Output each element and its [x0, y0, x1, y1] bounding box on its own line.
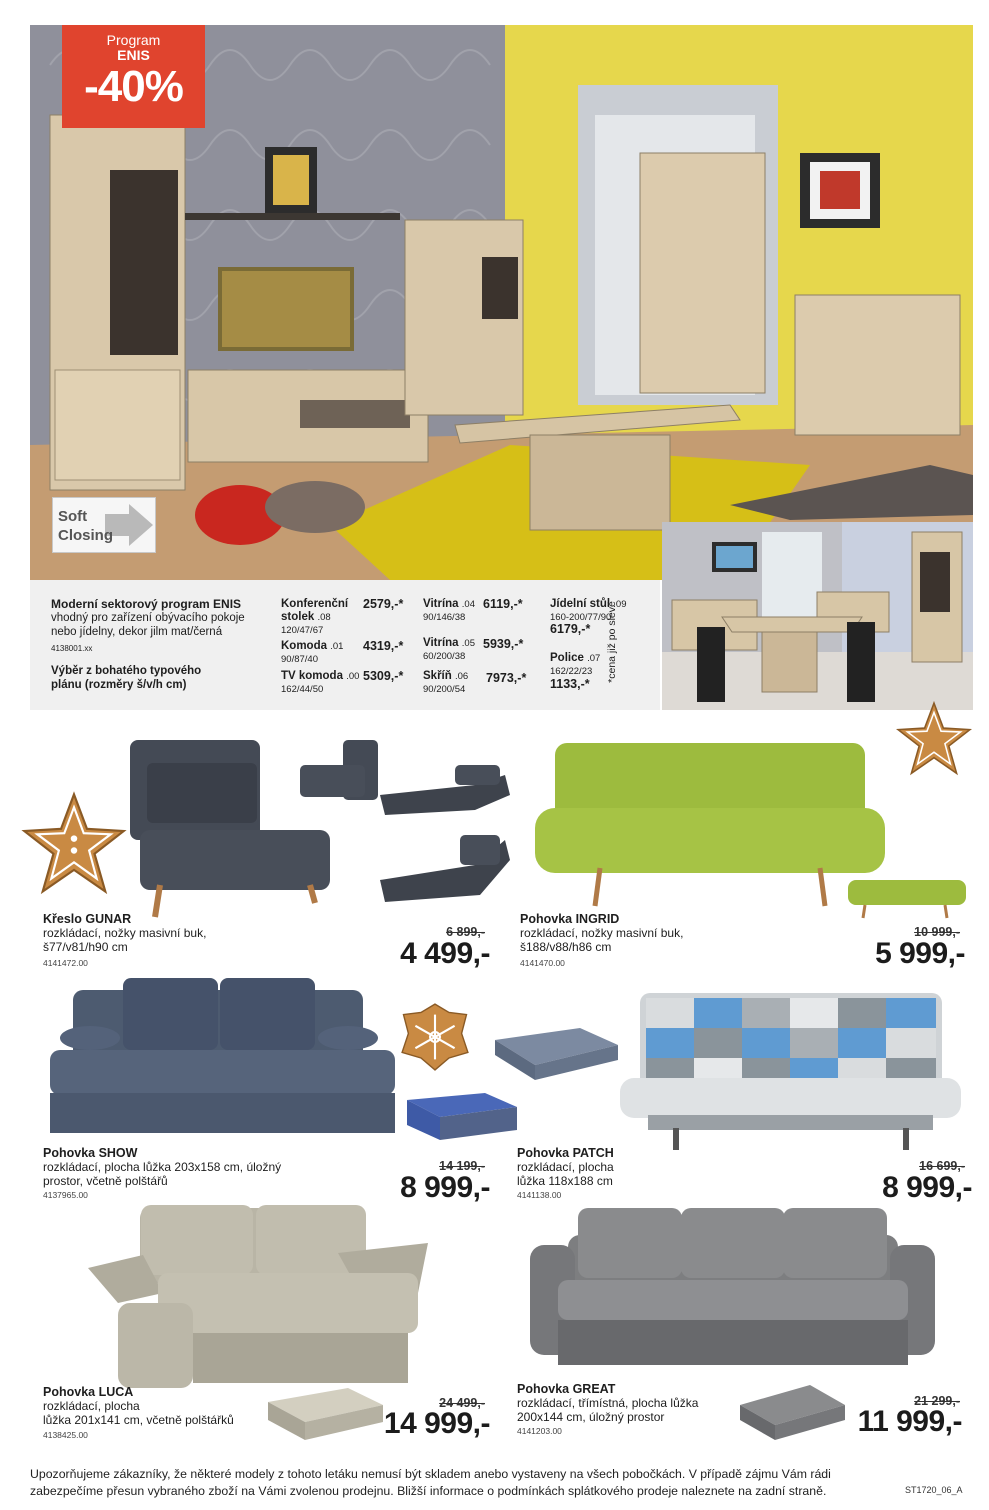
promo-program: Program	[106, 32, 161, 48]
price-note-text: *cena již po slevě	[606, 601, 618, 683]
old-price: 14 199,-	[439, 1159, 485, 1173]
gingerbread-snowflake-icon	[400, 1002, 470, 1072]
product-name: Pohovka INGRID	[520, 912, 620, 926]
item-dims: 90/146/38	[423, 612, 466, 623]
product-desc: lůžka 118x188 cm	[517, 1174, 613, 1188]
item-dims: 60/200/38	[423, 651, 466, 662]
enis-desc-1: vhodný pro zařízení obývacího pokoje	[51, 612, 245, 624]
product-name: Pohovka LUCA	[43, 1385, 134, 1399]
product-desc: 200x144 cm, úložný prostor	[517, 1410, 665, 1424]
item-price: 7973,-*	[486, 671, 527, 685]
new-price: 5 999,-	[875, 937, 965, 970]
new-price: 8 999,-	[882, 1171, 972, 1204]
item-price: 1133,-*	[550, 677, 590, 691]
item-name: Jídelní stůl .09	[550, 598, 627, 610]
new-price: 14 999,-	[383, 1407, 490, 1440]
promo-name: ENIS	[117, 47, 150, 63]
item-dims: 162/44/50	[281, 684, 324, 695]
soft-closing-line1: Soft	[58, 508, 88, 525]
new-price: 11 999,-	[857, 1405, 962, 1438]
item-name: Vitrína .05	[423, 637, 475, 649]
armchair-bed-view-image	[375, 830, 515, 910]
sofa-patch-image	[618, 990, 963, 1155]
sofa-great-image	[528, 1205, 938, 1385]
enis-info-panel	[30, 580, 660, 710]
sofa-luca-image	[88, 1203, 433, 1398]
product-desc: rozkládací, plocha	[43, 1399, 140, 1413]
product-desc: rozkládací, nožky masivní buk,	[520, 926, 684, 940]
item-price: 2579,-*	[363, 597, 404, 611]
new-price: 8 999,-	[400, 1171, 490, 1204]
enis-title: Moderní sektorový program ENIS	[51, 597, 242, 611]
old-price: 24 499,-	[439, 1396, 485, 1410]
leaflet-code: ST1720_06_A	[905, 1485, 963, 1495]
item-name: Skříň .06	[423, 670, 469, 682]
product-desc: rozkládací, plocha lůžka 203x158 cm, úložný	[43, 1160, 282, 1174]
product-code: 4138425.00	[43, 1430, 88, 1440]
item-name: TV komoda .00	[281, 670, 360, 682]
product-code: 4141138.00	[517, 1190, 562, 1200]
price-note	[604, 596, 620, 692]
old-price: 21 299,-	[914, 1394, 960, 1408]
sofa-show-bed-view-image	[490, 1020, 620, 1090]
item-name: Vitrína .04	[423, 598, 475, 610]
item-price: 6179,-*	[550, 622, 591, 636]
promo-badge	[62, 25, 205, 128]
soft-closing-badge	[52, 497, 156, 553]
enis-choice-1: Výběr z bohatého typového	[51, 665, 202, 677]
item-price: 4319,-*	[363, 639, 404, 653]
product-desc: rozkládací, nožky masivní buk,	[43, 926, 207, 940]
item-name: Police .07	[550, 652, 601, 664]
product-desc: rozkládací, třímístná, plocha lůžka	[517, 1396, 699, 1410]
item-dims: 162/22/23	[550, 666, 593, 677]
enis-desc-2: nebo jídelny, dekor jilm mat/černá	[51, 626, 223, 638]
old-price: 6 899,-	[446, 925, 485, 939]
armchair-small-view-image	[298, 735, 383, 815]
product-code: 4137965.00	[43, 1190, 88, 1200]
item-dims: 120/47/67	[281, 625, 324, 636]
product-code: 4141472.00	[43, 958, 88, 968]
gingerbread-star-icon	[20, 790, 128, 898]
promo-discount: -40%	[84, 62, 183, 111]
soft-closing-line2: Closing	[58, 527, 113, 544]
product-desc: š77/v81/h90 cm	[43, 940, 128, 954]
item-price: 5939,-*	[483, 637, 524, 651]
enis-choice-2: plánu (rozměry š/v/h cm)	[51, 679, 187, 691]
product-desc: š188/v88/h86 cm	[520, 940, 612, 954]
item-dims: 160-200/77/90	[550, 612, 612, 623]
item-price: 5309,-*	[363, 669, 404, 683]
dining-room-photo	[662, 522, 973, 710]
sofa-bed-view-image	[845, 872, 970, 922]
footer-notice	[30, 1466, 900, 1500]
product-desc: prostor, včetně polštářů	[43, 1174, 168, 1188]
product-name: Pohovka GREAT	[517, 1382, 616, 1396]
item-name: Konferenční	[281, 598, 349, 610]
product-code: 4141203.00	[517, 1426, 562, 1436]
product-name: Pohovka SHOW	[43, 1146, 138, 1160]
product-name: Křeslo GUNAR	[43, 912, 132, 926]
product-name: Pohovka PATCH	[517, 1146, 614, 1160]
gingerbread-star-icon	[895, 700, 973, 778]
old-price: 10 999,-	[914, 925, 960, 939]
enis-code: 4138001.xx	[51, 644, 93, 653]
item-price: 6119,-*	[483, 597, 523, 611]
sofa-show-storage-view-image	[405, 1085, 520, 1150]
sofa-show-image	[48, 975, 398, 1143]
item-name: Komoda .01	[281, 640, 344, 652]
new-price: 4 499,-	[400, 937, 490, 970]
item-dims: 90/87/40	[281, 654, 318, 665]
armchair-bed-view-image	[375, 760, 515, 825]
footer-line-2: zabezpečíme přesun vybraného zboží na Vámi zvolenou prodejnu. Bližší informace o podmínkách splátkového prodeje naleznete na zadní straně.	[30, 1484, 827, 1498]
product-desc: rozkládací, plocha	[517, 1160, 614, 1174]
product-code: 4141470.00	[520, 958, 565, 968]
item-dims: 90/200/54	[423, 684, 466, 695]
item-name: stolek .08	[281, 611, 331, 623]
sofa-ingrid-image	[530, 738, 890, 913]
old-price: 16 699,-	[919, 1159, 965, 1173]
product-desc: lůžka 201x141 cm, včetně polštářků	[43, 1413, 234, 1427]
footer-line-1: Upozorňujeme zákazníky, že některé modely z tohoto letáku nemusí být skladem anebo vystaveny na všech pobočkách. V případě zájmu Vám rádi	[30, 1467, 831, 1481]
